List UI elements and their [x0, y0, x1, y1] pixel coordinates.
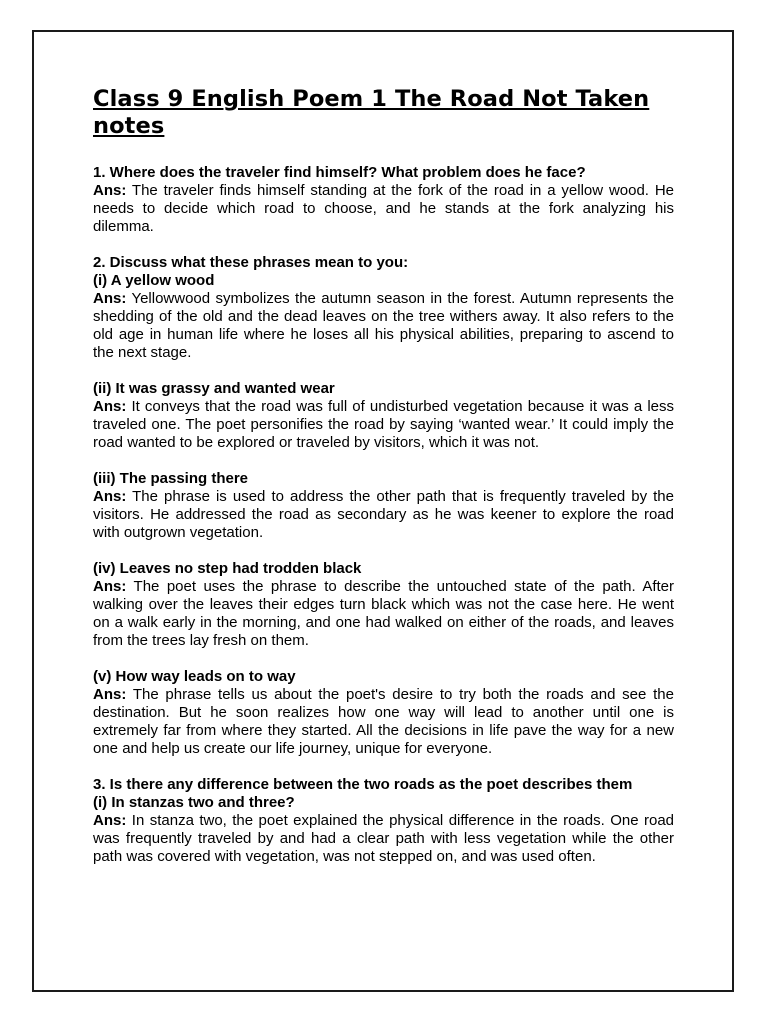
question-3: 3. Is there any difference between the two roads as the poet describes them — [93, 776, 633, 793]
sub-question-3-i: (i) In stanzas two and three? — [93, 794, 295, 811]
answer-text: In stanza two, the poet explained the physical difference in the roads. One road was frequently traveled by and had a clear path with less vegetation while the other path was covered with vegetation, was not stepped on, and was used often. — [93, 812, 674, 865]
answer-label: Ans: — [93, 812, 127, 829]
qa-block-3 — [93, 776, 674, 866]
answer-2-ii — [93, 398, 674, 452]
answer-text: Yellowwood symbolizes the autumn season in the forest. Autumn represents the shedding of the old and the dead leaves on the tree withers away. It also refers to the old age in human life where he loses all his physical abilities, preparing to ascend to the next stage. — [93, 290, 674, 361]
qa-block-2 — [93, 254, 674, 362]
answer-2-i — [93, 290, 674, 362]
answer-text: The poet uses the phrase to describe the untouched state of the path. After walking over the leaves their edges turn black which was not the case here. He went on a walk early in the morning, and one had walked on either of the roads, and leaves from the trees lay fresh on them. — [93, 578, 674, 649]
answer-text: The traveler finds himself standing at the fork of the road in a yellow wood. He needs to decide which road to choose, and he stands at the fork analyzing his dilemma. — [93, 182, 674, 235]
qa-block-2-ii — [93, 380, 674, 452]
sub-question-2-i: (i) A yellow wood — [93, 272, 215, 289]
answer-label: Ans: — [93, 398, 127, 415]
sub-question-2-v: (v) How way leads on to way — [93, 668, 296, 685]
answer-2-v — [93, 686, 674, 758]
sub-question-2-iv: (iv) Leaves no step had trodden black — [93, 560, 362, 577]
notes-body — [93, 164, 674, 866]
answer-label: Ans: — [93, 182, 127, 199]
answer-text: The phrase is used to address the other path that is frequently traveled by the visitors. He addressed the road as secondary as he was keener to explore the road with outgrown vegetation. — [93, 488, 674, 541]
qa-block-2-iii — [93, 470, 674, 542]
page-title: Class 9 English Poem 1 The Road Not Taken notes — [93, 86, 650, 139]
sub-question-2-ii: (ii) It was grassy and wanted wear — [93, 380, 335, 397]
answer-label: Ans: — [93, 686, 127, 703]
question-1: 1. Where does the traveler find himself? What problem does he face? — [93, 164, 586, 181]
answer-text: The phrase tells us about the poet's desire to try both the roads and see the destination. But he soon realizes how one way will lead to another until one is extremely far from where they started. All the decisions in life pave the way for a new one and help us create our life journey, unique for everyone. — [93, 686, 674, 757]
answer-2-iv — [93, 578, 674, 650]
answer-label: Ans: — [93, 578, 127, 595]
answer-1 — [93, 182, 674, 236]
qa-block-2-iv — [93, 560, 674, 650]
qa-block-1 — [93, 164, 674, 236]
answer-text: It conveys that the road was full of undisturbed vegetation because it was a less traveled one. The poet personifies the road by saying ‘wanted wear.’ It could imply the road wanted to be explored or traveled by visitors, which it was not. — [93, 398, 674, 451]
answer-3-i — [93, 812, 674, 866]
qa-block-2-v — [93, 668, 674, 758]
sub-question-2-iii: (iii) The passing there — [93, 470, 249, 487]
answer-label: Ans: — [93, 290, 127, 307]
question-2: 2. Discuss what these phrases mean to you: — [93, 254, 409, 271]
answer-label: Ans: — [93, 488, 127, 505]
answer-2-iii — [93, 488, 674, 542]
document-content — [93, 86, 674, 884]
